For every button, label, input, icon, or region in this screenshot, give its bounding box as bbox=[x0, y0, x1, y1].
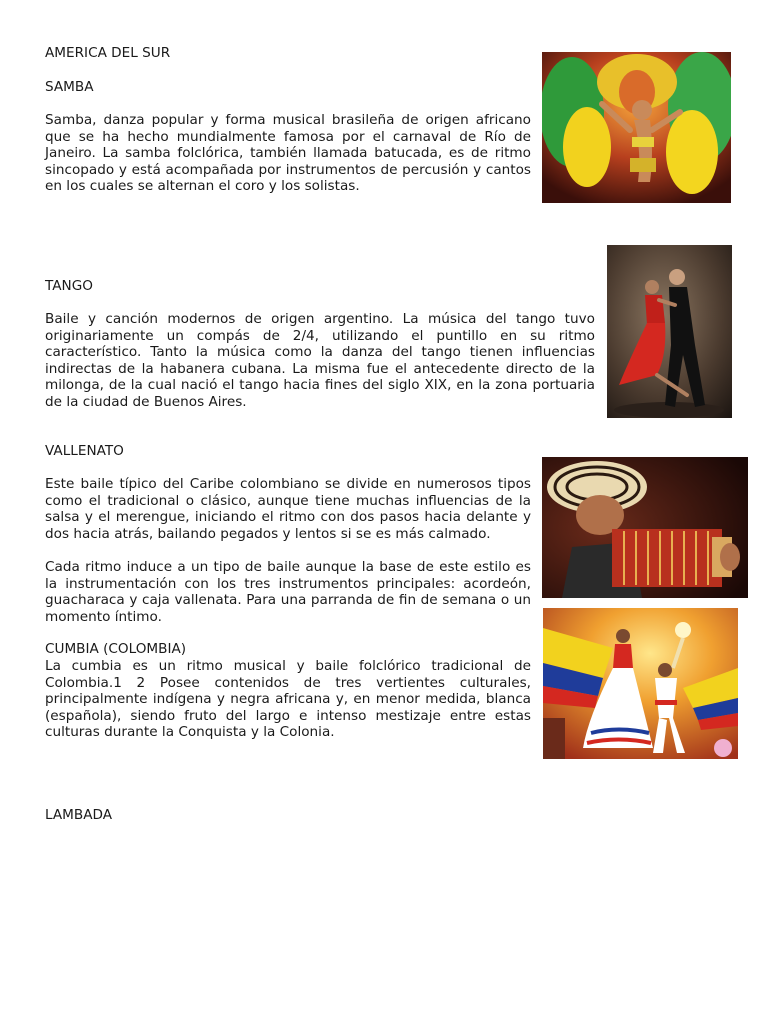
tango-heading: TANGO bbox=[45, 278, 93, 294]
samba-dancer-photo bbox=[542, 52, 731, 203]
cumbia-heading: CUMBIA (COLOMBIA) bbox=[45, 641, 187, 657]
vallenato-accordion-photo bbox=[542, 457, 748, 598]
tango-dancers-photo bbox=[607, 245, 732, 418]
cumbia-dancers-photo bbox=[543, 608, 738, 759]
lambada-heading: LAMBADA bbox=[45, 807, 113, 823]
page-title: AMERICA DEL SUR bbox=[45, 45, 171, 61]
samba-heading: SAMBA bbox=[45, 79, 94, 95]
tango-paragraph: Baile y canción modernos de origen argentino. La música del tango tuvo originariamente un compás de 2/4, utilizando el puntillo en su ritmo característico. Tanto la música como la danza del tango tienen influencias indirectas de la habanera cubana. La misma fue el antecedente directo de la milonga, de la cual nació el tango hacia fines del siglo XIX, en la zona portuaria de la ciudad de Buenos Aires. bbox=[45, 311, 595, 410]
vallenato-paragraph-2: Cada ritmo induce a un tipo de baile aunque la base de este estilo es la instrumentación con los tres instrumentos principales: acordeón, guacharaca y caja vallenata. Para una parranda de fin de semana o un momento íntimo. bbox=[45, 559, 531, 625]
cumbia-paragraph: La cumbia es un ritmo musical y baile folclórico tradicional de Colombia.1 2 Posee contenidos de tres vertientes culturales, principalmente indígena y negra africana y, en menor medida, blanca (española), siendo fruto del largo e intenso mestizaje entre estas culturas durante la Conquista y la Colonia. bbox=[45, 658, 531, 741]
samba-paragraph: Samba, danza popular y forma musical brasileña de origen africano que se ha hecho mundialmente famosa por el carnaval de Río de Janeiro. La samba folclórica, también llamada batucada, es de ritmo sincopado y está acompañada por instrumentos de percusión y cantos en los cuales se alternan el coro y los solistas. bbox=[45, 112, 531, 195]
vallenato-heading: VALLENATO bbox=[45, 443, 124, 459]
vallenato-paragraph-1: Este baile típico del Caribe colombiano se divide en numerosos tipos como el tradicional o clásico, aunque tiene muchas influencias de la salsa y el merengue, iniciando el ritmo con dos pasos hacia delante y dos hacia atrás, bailando pegados y lentos si se es más calmado. bbox=[45, 476, 531, 542]
